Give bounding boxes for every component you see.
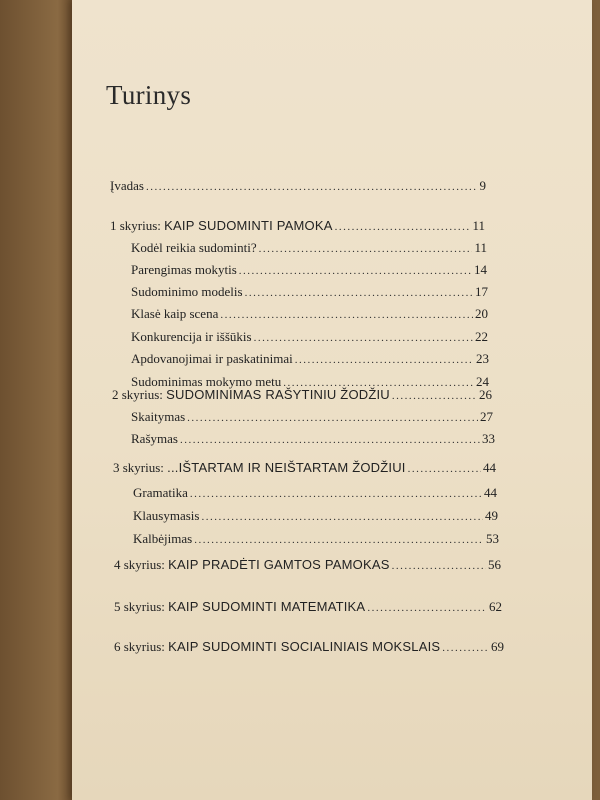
toc-page-number: 69	[491, 639, 504, 654]
toc-chapter-6	[114, 639, 504, 655]
toc-chapter-heading	[114, 557, 390, 573]
dot-leader	[201, 511, 483, 523]
toc-section-label: Klasė kaip scena	[131, 306, 219, 321]
toc-section	[131, 409, 493, 425]
toc-section	[131, 329, 488, 345]
toc-page-number: 26	[479, 387, 492, 402]
chapter-prefix: 2 skyrius:	[112, 387, 163, 402]
dot-leader	[245, 287, 473, 299]
chapter-prefix: 5 skyrius:	[114, 599, 165, 614]
toc-page-number: 11	[472, 218, 485, 233]
toc-section	[131, 240, 487, 256]
dot-leader	[239, 265, 472, 277]
toc-section-label: Apdovanojimai ir paskatinimai	[131, 351, 293, 366]
toc-page-number: 24	[476, 374, 489, 389]
toc-chapter-5	[114, 599, 502, 615]
toc-chapter-2	[112, 387, 492, 403]
chapter-title: KAIP SUDOMINTI PAMOKA	[164, 218, 333, 233]
toc-section-label: Parengimas mokytis	[131, 262, 237, 277]
toc-page-number: 33	[482, 431, 495, 446]
toc-chapter-4	[114, 557, 501, 573]
toc-entry-intro	[110, 178, 486, 194]
dot-leader	[259, 243, 473, 255]
dot-leader	[442, 642, 489, 654]
toc-chapter-1	[110, 218, 485, 234]
dot-leader	[187, 412, 478, 424]
dot-leader	[392, 560, 486, 572]
toc-chapter-heading	[114, 639, 440, 655]
toc-section-label: Sudominimas mokymo metu	[131, 374, 282, 389]
dot-leader	[367, 602, 487, 614]
toc-section	[133, 531, 499, 547]
toc-page-number: 23	[476, 351, 489, 366]
chapter-title: ...IŠTARTAM IR NEIŠTARTAM ŽODŽIUI	[167, 460, 406, 475]
toc-section-label: Klausymasis	[133, 508, 200, 523]
toc-page-number: 44	[484, 485, 497, 500]
toc-section-label: Gramatika	[133, 485, 188, 500]
toc-section-label: Skaitymas	[131, 409, 186, 424]
toc-page-number: 53	[486, 531, 499, 546]
toc-section	[131, 284, 488, 300]
dot-leader	[190, 488, 482, 500]
toc-entry-label: Įvadas	[110, 178, 144, 193]
dot-leader	[392, 390, 477, 402]
chapter-title: KAIP PRADĖTI GAMTOS PAMOKAS	[168, 557, 390, 572]
toc-page-number: 49	[485, 508, 498, 523]
toc-section	[131, 431, 495, 447]
chapter-prefix: 1 skyrius:	[110, 218, 161, 233]
dot-leader	[194, 534, 484, 546]
toc-section	[131, 306, 488, 322]
toc-section-label: Sudominimo modelis	[131, 284, 243, 299]
dot-leader	[180, 434, 480, 446]
toc-page-number: 11	[474, 240, 487, 255]
toc-section-label: Konkurencija ir iššūkis	[131, 329, 252, 344]
toc-page-number: 44	[483, 460, 496, 475]
dot-leader	[408, 463, 481, 475]
toc-page-number: 22	[475, 329, 488, 344]
chapter-title: KAIP SUDOMINTI SOCIALINIAIS MOKSLAIS	[168, 639, 441, 654]
toc-chapter-3	[113, 460, 496, 476]
chapter-prefix: 3 skyrius:	[113, 460, 164, 475]
toc-page-number: 27	[480, 409, 493, 424]
toc-chapter-heading	[114, 599, 365, 615]
toc-page-number: 62	[489, 599, 502, 614]
dot-leader	[220, 309, 473, 321]
toc-chapter-heading	[110, 218, 333, 234]
toc-section	[131, 351, 489, 367]
toc-page-number: 56	[488, 557, 501, 572]
toc-page-number: 17	[475, 284, 488, 299]
toc-section-label: Kalbėjimas	[133, 531, 193, 546]
toc-page-number: 9	[479, 178, 486, 193]
toc-section	[133, 485, 497, 501]
chapter-prefix: 4 skyrius:	[114, 557, 165, 572]
background-surface	[0, 0, 72, 800]
toc-section	[131, 262, 487, 278]
toc-chapter-heading	[113, 460, 406, 476]
dot-leader	[295, 354, 474, 366]
toc-page-number: 14	[474, 262, 487, 277]
chapter-title: SUDOMINIMAS RAŠYTINIU ŽODŽIU	[166, 387, 390, 402]
toc-chapter-heading	[112, 387, 390, 403]
page-title: Turinys	[106, 80, 192, 110]
toc-section-label: Kodėl reikia sudominti?	[131, 240, 257, 255]
toc-section-label: Rašymas	[131, 431, 178, 446]
dot-leader	[335, 221, 471, 233]
dot-leader	[146, 181, 478, 193]
toc-page-number: 20	[475, 306, 488, 321]
toc-section	[133, 508, 498, 524]
chapter-prefix: 6 skyrius:	[114, 639, 165, 654]
chapter-title: KAIP SUDOMINTI MATEMATIKA	[168, 599, 366, 614]
dot-leader	[254, 332, 473, 344]
